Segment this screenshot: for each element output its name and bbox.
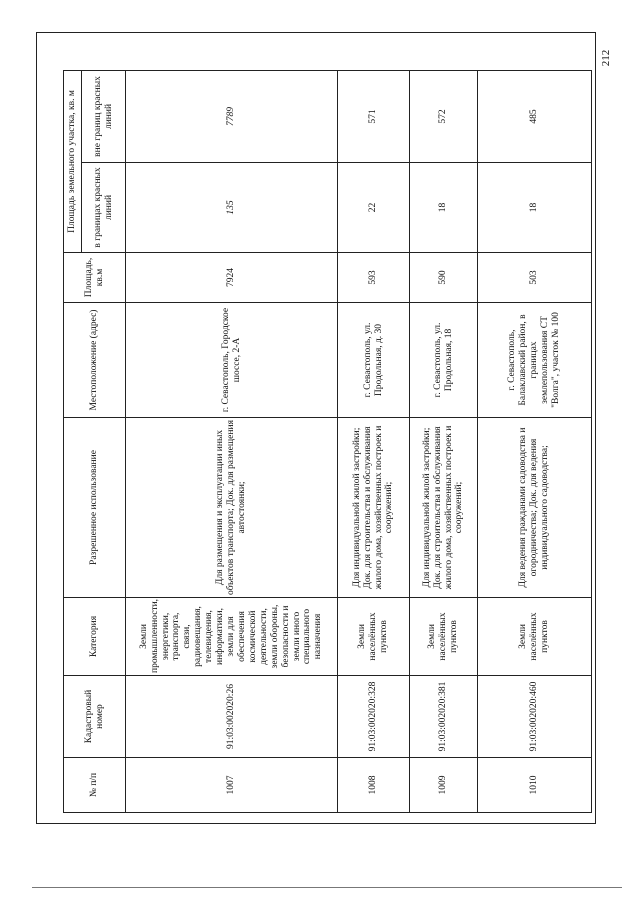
cell-category: Земли населённых пунктов	[410, 598, 478, 676]
header-location: Местоположение (адрес)	[64, 303, 126, 418]
cell-area: 7924	[126, 253, 338, 303]
cell-num: 1009	[410, 758, 478, 813]
cell-category: Земли населённых пунктов	[478, 598, 592, 676]
cell-outside-red-lines: 572	[410, 70, 478, 162]
cell-location: г. Севастополь, ул. Продольная, 18	[410, 303, 478, 418]
header-inside-red-lines: в границах красных линий	[82, 163, 126, 253]
rotated-table-container	[63, 71, 591, 813]
header-category: Категория	[64, 598, 126, 676]
cell-cadastral: 91:03:002020:328	[338, 676, 410, 758]
table-row	[410, 70, 478, 812]
cell-location: г. Севастополь, Городское шоссе, 2-А	[126, 303, 338, 418]
header-outside-red-lines: вне границ красных линий	[82, 70, 126, 162]
cell-inside-red-lines: 135	[126, 163, 338, 253]
cell-num: 1010	[478, 758, 592, 813]
table-row	[126, 70, 338, 812]
cell-area: 503	[478, 253, 592, 303]
cell-outside-red-lines: 485	[478, 70, 592, 162]
cell-cadastral: 91:03:002020:381	[410, 676, 478, 758]
page-number: 212	[600, 49, 612, 67]
header-row-top	[64, 70, 82, 812]
cell-inside-red-lines: 22	[338, 163, 410, 253]
cell-area: 593	[338, 253, 410, 303]
cell-cadastral: 91:03:002020:460	[478, 676, 592, 758]
header-num: № п/п	[64, 758, 126, 813]
cell-inside-red-lines: 18	[410, 163, 478, 253]
cell-outside-red-lines: 571	[338, 70, 410, 162]
header-land-area-group: Площадь земельного участка, кв. м	[64, 70, 82, 252]
cell-outside-red-lines: 7789	[126, 70, 338, 162]
cell-area: 590	[410, 253, 478, 303]
header-area: Площадь, кв.м	[64, 253, 126, 303]
cell-num: 1007	[126, 758, 338, 813]
table-row	[478, 70, 592, 812]
cell-inside-red-lines: 18	[478, 163, 592, 253]
cell-usage: Для размещения и эксплуатации иных объектов транспорта; Док. для размещения автостоянки;	[126, 418, 338, 598]
cell-usage: Для индивидуальной жилой застройки; Док. для строительства и обслуживания жилого дома, хозяйственных построек и сооружений;	[338, 418, 410, 598]
cell-usage: Для индивидуальной жилой застройки; Док. для строительства и обслуживания жилого дома, хозяйственных построек и сооружений;	[410, 418, 478, 598]
cell-num: 1008	[338, 758, 410, 813]
table-row	[338, 70, 410, 812]
bottom-rule	[32, 887, 622, 888]
header-usage: Разрешенное использование	[64, 418, 126, 598]
cell-location: г. Севастополь, ул. Продольная, д. 30	[338, 303, 410, 418]
cell-location: г. Севастополь, Балаклавский район, в границах землепользования СТ "Волга", участок № 100	[478, 303, 592, 418]
cell-usage: Для ведения гражданами садоводства и огородничества; Док. для ведения индивидуального садоводства;	[478, 418, 592, 598]
header-cadastral: Кадастровый номер	[64, 676, 126, 758]
cell-category: Земли промышленности, энергетики, транспорта, связи, радиовещания, телевидения, информатики, земли для обеспечения космической деятельности, земли обороны, безопасности и земли иного специального назначения	[126, 598, 338, 676]
cell-category: Земли населённых пунктов	[338, 598, 410, 676]
cell-cadastral: 91:03:002020:26	[126, 676, 338, 758]
land-plot-table	[63, 70, 592, 813]
